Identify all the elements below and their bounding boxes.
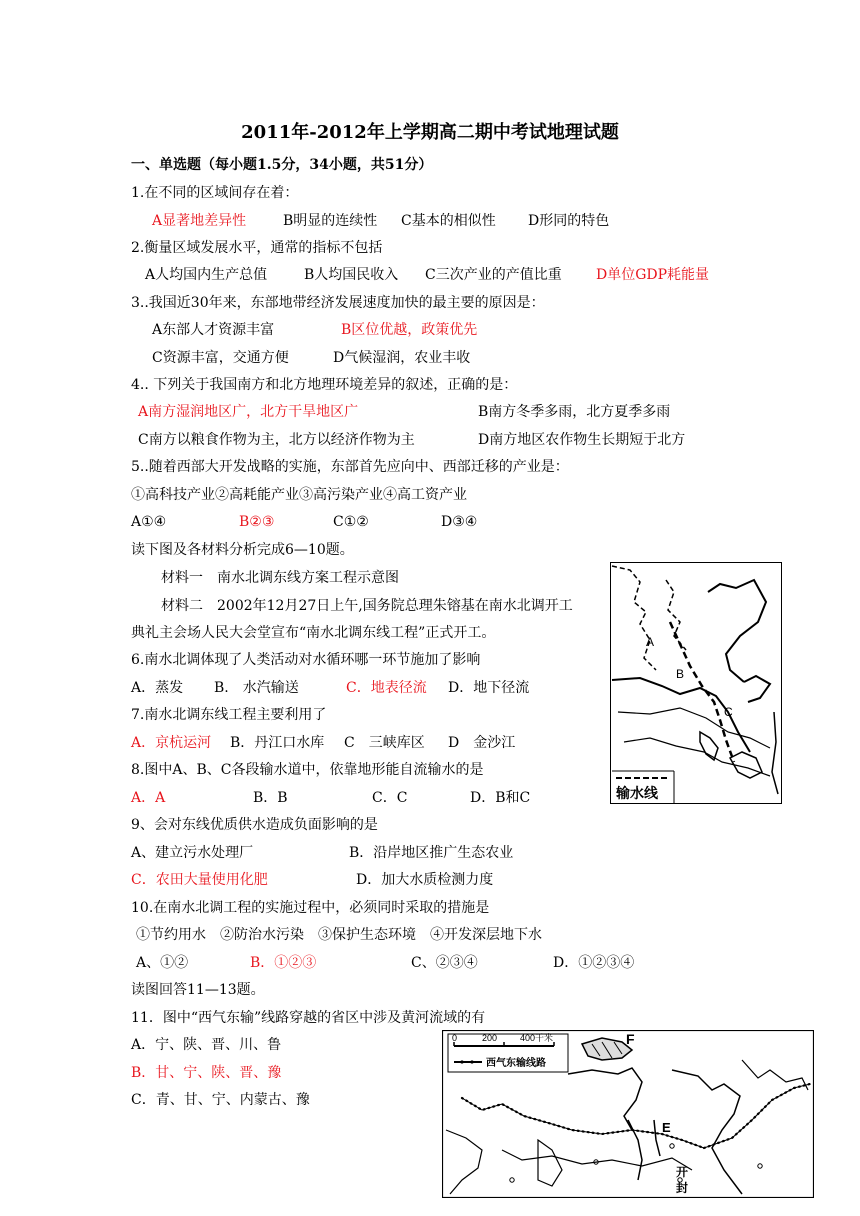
q1-option-a: A显著地差异性: [152, 213, 247, 229]
map1-label-b: B: [676, 667, 685, 681]
q5-option-d: D③④: [441, 514, 478, 530]
q3-option-d: D气候湿润，农业丰收: [333, 350, 471, 366]
q10-option-d: D．①②③④: [553, 955, 635, 971]
q6-option-b: B. 水汽输送: [214, 680, 299, 696]
q10-items: ①节约用水 ②防治水污染 ③保护生态环境 ④开发深层地下水: [136, 927, 542, 943]
page-title: 2011年-2012年上学期高二期中考试地理试题: [241, 122, 619, 143]
read-instruction-1: 读下图及各材料分析完成6—10题。: [131, 542, 354, 558]
east-route-map-drawing: [610, 562, 782, 804]
q3-option-c: C资源丰富，交通方便: [152, 350, 289, 366]
q4-option-d: D南方地区农作物生长期短于北方: [478, 432, 686, 448]
material-1: 材料一 南水北调东线方案工程示意图: [161, 570, 399, 586]
q9-option-b: B．沿岸地区推广生态农业: [349, 845, 514, 861]
q9-option-d: D．加大水质检测力度: [356, 872, 494, 888]
q1-option-b: B明显的连续性: [283, 213, 378, 229]
q4-option-c: C南方以粮食作物为主，北方以经济作物为主: [138, 432, 415, 448]
map2-scale-0: 0: [452, 1033, 458, 1043]
q7-option-b: B．丹江口水库: [230, 735, 325, 751]
east-route-map: [610, 562, 782, 804]
q2-option-a: A人均国内生产总值: [145, 267, 268, 283]
map2-legend: 西气东输线路: [486, 1058, 546, 1069]
read-instruction-2: 读图回答11—13题。: [131, 982, 265, 998]
q5-option-c: C①②: [333, 514, 369, 530]
q2-option-b: B人均国民收入: [304, 267, 399, 283]
q2-option-c: C三次产业的产值比重: [425, 267, 562, 283]
question-7-stem: 7.南水北调东线工程主要利用了: [131, 707, 327, 723]
map2-label-f: F: [626, 1031, 635, 1047]
q8-option-d: D．B和C: [470, 790, 531, 806]
map1-legend: 输水线: [616, 786, 658, 802]
question-2-stem: 2.衡量区域发展水平，通常的指标不包括: [131, 240, 383, 256]
map2-city-char-1: 开: [676, 1165, 689, 1179]
q7-option-c: C 三峡库区: [344, 735, 425, 751]
q10-option-a: A、①②: [136, 955, 189, 971]
q6-option-c: C．地表径流: [346, 680, 427, 696]
q8-option-a: A．A: [131, 790, 166, 806]
q11-option-b: B．甘、宁、陕、晋、豫: [131, 1065, 282, 1081]
map2-scale-200: 200: [482, 1033, 498, 1043]
question-9-stem: 9、会对东线优质供水造成负面影响的是: [131, 817, 378, 833]
q6-option-a: A．蒸发: [131, 680, 184, 696]
question-1-stem: 1.在不同的区域间存在着：: [131, 185, 299, 201]
question-6-stem: 6.南水北调体现了人类活动对水循环哪一环节施加了影响: [131, 652, 481, 668]
q1-option-d: D形同的特色: [528, 213, 610, 229]
q1-option-c: C基本的相似性: [401, 213, 496, 229]
q4-option-b: B南方冬季多雨，北方夏季多雨: [478, 404, 671, 420]
west-east-gas-map: [442, 1030, 814, 1198]
q8-option-b: B．B: [253, 790, 288, 806]
map2-scale-400: 400千米: [520, 1033, 554, 1043]
material-2-line-2: 典礼主会场人民大会堂宣布“南水北调东线工程”正式开工。: [131, 625, 496, 641]
q2-option-d: D单位GDP耗能量: [596, 267, 710, 283]
section-heading: 一、单选题（每小题1.5分，34小题，共51分）: [131, 157, 433, 173]
q6-option-d: D．地下径流: [448, 680, 530, 696]
map2-label-e: E: [662, 1120, 671, 1135]
q8-option-c: C．C: [372, 790, 408, 806]
question-5-stem: 5..随着西部大开发战略的实施，东部首先应向中、西部迁移的产业是：: [131, 459, 569, 475]
question-8-stem: 8.图中A、B、C各段输水道中，依靠地形能自流输水的是: [131, 762, 484, 778]
question-10-stem: 10.在南水北调工程的实施过程中，必须同时采取的措施是: [131, 900, 490, 916]
q3-option-b: B区位优越，政策优先: [341, 322, 478, 338]
q5-items: ①高科技产业②高耗能产业③高污染产业④高工资产业: [131, 487, 467, 503]
map1-label-c: C: [724, 705, 733, 719]
q5-option-a: A①④: [131, 514, 167, 530]
q3-option-a: A东部人才资源丰富: [152, 322, 275, 338]
q9-option-a: A、建立污水处理厂: [131, 845, 254, 861]
q5-option-b: B②③: [239, 514, 275, 530]
material-2-line-1: 材料二 2002年12月27日上午,国务院总理朱镕基在南水北调开工: [161, 598, 573, 614]
q7-option-d: D 金沙江: [448, 735, 516, 751]
q4-option-a: A南方湿润地区广，北方干旱地区广: [138, 404, 359, 420]
q9-option-c: C．农田大量使用化肥: [131, 872, 268, 888]
q10-option-b: B．①②③: [250, 955, 317, 971]
map2-city-char-2: 封: [676, 1181, 689, 1195]
q7-option-a: A．京杭运河: [131, 735, 212, 751]
q11-option-c: C．青、甘、宁、内蒙古、豫: [131, 1092, 310, 1108]
q11-option-a: A．宁、陕、晋、川、鲁: [131, 1037, 282, 1053]
map1-label-a: A: [646, 635, 655, 649]
west-east-gas-map-drawing: [442, 1030, 814, 1198]
question-11-stem: 11．图中“西气东输”线路穿越的省区中涉及黄河流域的有: [131, 1010, 486, 1026]
q10-option-c: C、②③④: [411, 955, 478, 971]
question-4-stem: 4.. 下列关于我国南方和北方地理环境差异的叙述，正确的是：: [131, 377, 518, 393]
question-3-stem: 3..我国近30年来，东部地带经济发展速度加快的最主要的原因是：: [131, 295, 545, 311]
